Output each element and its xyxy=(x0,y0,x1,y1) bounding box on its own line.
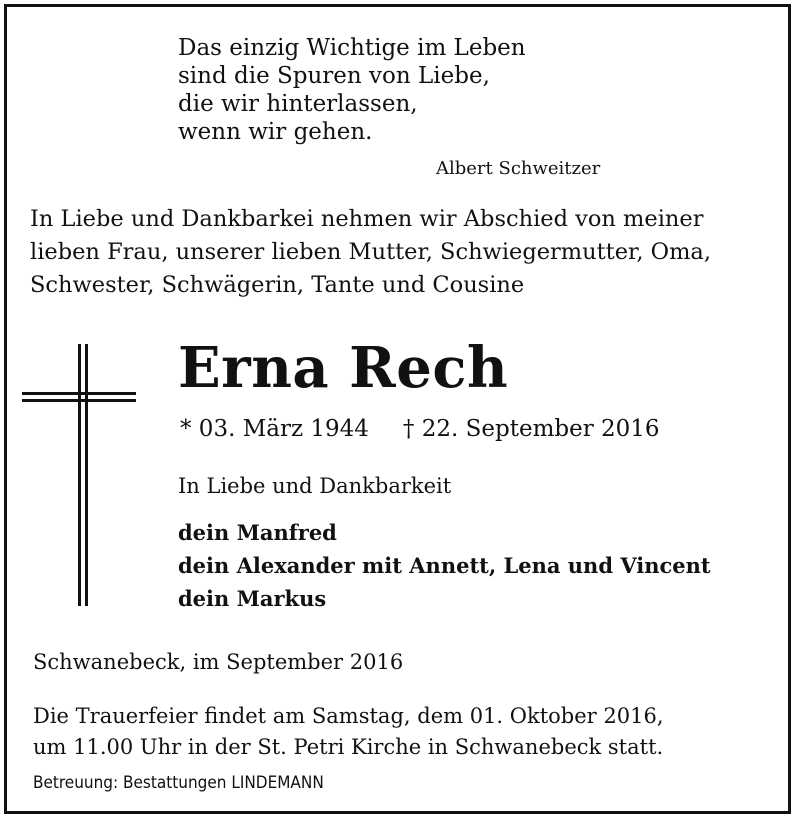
cross-icon xyxy=(20,344,140,606)
quote-line: wenn wir gehen. xyxy=(178,119,373,145)
deceased-name: Erna Rech xyxy=(178,335,509,401)
quote-line: sind die Spuren von Liebe, xyxy=(178,63,490,89)
mourner: dein Manfred xyxy=(178,520,337,545)
quote-line: Das einzig Wichtige im Leben xyxy=(178,35,526,61)
birth-date: * 03. März 1944 xyxy=(180,416,369,442)
mourner: dein Markus xyxy=(178,586,327,611)
intro-line: lieben Frau, unserer lieben Mutter, Schwiegermutter, Oma, xyxy=(30,239,711,265)
closing-phrase: In Liebe und Dankbarkeit xyxy=(178,474,452,498)
funeral-home: Betreuung: Bestattungen LINDEMANN xyxy=(33,773,324,793)
quote-author: Albert Schweitzer xyxy=(436,158,601,179)
mourners-list xyxy=(178,516,711,615)
quote-line: die wir hinterlassen, xyxy=(178,91,418,117)
service-info xyxy=(33,701,664,763)
life-dates xyxy=(180,416,660,442)
intro-line: Schwester, Schwägerin, Tante und Cousine xyxy=(30,272,525,298)
service-line: Die Trauerfeier findet am Samstag, dem 01. Oktober 2016, xyxy=(33,704,664,728)
place-date: Schwanebeck, im September 2016 xyxy=(33,650,404,674)
intro-text xyxy=(30,203,711,302)
quote xyxy=(178,34,526,146)
service-line: um 11.00 Uhr in der St. Petri Kirche in Schwanebeck statt. xyxy=(33,735,664,759)
death-date: † 22. September 2016 xyxy=(402,416,660,442)
mourner: dein Alexander mit Annett, Lena und Vincent xyxy=(178,553,711,578)
intro-line: In Liebe und Dankbarkei nehmen wir Abschied von meiner xyxy=(30,206,704,232)
